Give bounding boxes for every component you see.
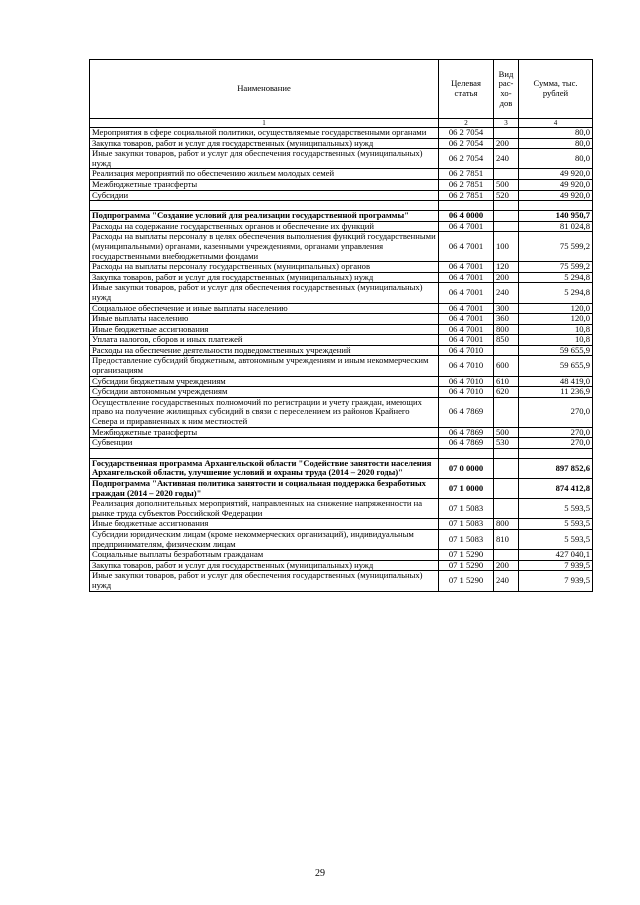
row-name: Субсидии бюджетным учреждениям <box>90 376 439 387</box>
row-vid: 360 <box>494 314 519 325</box>
row-article: 06 4 7001 <box>439 324 494 335</box>
row-name: Расходы на содержание государственных органов и обеспечение их функций <box>90 221 439 232</box>
table-row <box>90 345 593 356</box>
row-article: 06 4 7869 <box>439 438 494 449</box>
row-name: Субсидии <box>90 190 439 201</box>
row-vid <box>494 550 519 561</box>
row-name: Предоставление субсидий бюджетным, автономным учреждениям и иным некоммерческим организациям <box>90 356 439 376</box>
table-row <box>90 283 593 303</box>
table-row <box>90 519 593 530</box>
row-sum: 897 852,6 <box>519 458 593 478</box>
row-sum: 49 920,0 <box>519 179 593 190</box>
row-vid: 610 <box>494 376 519 387</box>
row-sum: 81 024,8 <box>519 221 593 232</box>
row-sum: 874 412,8 <box>519 479 593 499</box>
row-name: Мероприятия в сфере социальной политики, осуществляемые государственными органами <box>90 128 439 139</box>
header-vid: Вид рас-хо-дов <box>494 60 519 119</box>
row-sum: 80,0 <box>519 149 593 169</box>
row-name: Расходы на выплаты персоналу государственных (муниципальных) органов <box>90 262 439 273</box>
row-sum <box>519 448 593 458</box>
table-row <box>90 232 593 262</box>
row-name <box>90 448 439 458</box>
row-name: Закупка товаров, работ и услуг для государственных (муниципальных) нужд <box>90 272 439 283</box>
table-row <box>90 262 593 273</box>
row-vid <box>494 479 519 499</box>
row-name: Субсидии юридическим лицам (кроме некоммерческих организаций), индивидуальным предпринимателям, физическим лицам <box>90 529 439 549</box>
table-row <box>90 190 593 201</box>
row-vid: 500 <box>494 427 519 438</box>
row-vid <box>494 201 519 211</box>
row-vid: 810 <box>494 529 519 549</box>
row-vid: 100 <box>494 232 519 262</box>
row-vid <box>494 221 519 232</box>
row-article: 06 2 7851 <box>439 169 494 180</box>
row-name: Межбюджетные трансферты <box>90 179 439 190</box>
row-sum: 427 040,1 <box>519 550 593 561</box>
row-name: Иные закупки товаров, работ и услуг для обеспечения государственных (муниципальных) нужд <box>90 283 439 303</box>
table-row <box>90 169 593 180</box>
row-vid: 600 <box>494 356 519 376</box>
row-vid <box>494 458 519 478</box>
row-sum: 270,0 <box>519 438 593 449</box>
header-num-3: 3 <box>494 119 519 128</box>
table-row <box>90 458 593 478</box>
row-name: Подпрограмма "Создание условий для реализации государственной программы" <box>90 211 439 222</box>
row-sum: 10,8 <box>519 335 593 346</box>
row-article: 06 2 7054 <box>439 138 494 149</box>
row-name: Социальное обеспечение и иные выплаты населению <box>90 303 439 314</box>
row-vid: 240 <box>494 283 519 303</box>
table-row <box>90 427 593 438</box>
row-sum: 7 939,5 <box>519 571 593 591</box>
row-article: 07 1 5083 <box>439 529 494 549</box>
row-vid: 530 <box>494 438 519 449</box>
table-row <box>90 387 593 398</box>
row-vid <box>494 128 519 139</box>
table-row <box>90 499 593 519</box>
row-sum: 59 655,9 <box>519 345 593 356</box>
table-row <box>90 529 593 549</box>
table-row <box>90 221 593 232</box>
table-row <box>90 211 593 222</box>
row-name: Иные закупки товаров, работ и услуг для обеспечения государственных (муниципальных) нужд <box>90 571 439 591</box>
row-name <box>90 201 439 211</box>
row-article: 06 2 7851 <box>439 179 494 190</box>
row-name: Иные выплаты населению <box>90 314 439 325</box>
table-row <box>90 303 593 314</box>
table-spacer-row <box>90 448 593 458</box>
row-article: 06 4 7001 <box>439 262 494 273</box>
row-article: 06 2 7054 <box>439 128 494 139</box>
header-num-2: 2 <box>439 119 494 128</box>
row-sum: 270,0 <box>519 397 593 427</box>
row-vid <box>494 211 519 222</box>
row-vid: 800 <box>494 519 519 530</box>
row-name: Субвенции <box>90 438 439 449</box>
table-row <box>90 560 593 571</box>
row-name: Межбюджетные трансферты <box>90 427 439 438</box>
row-name: Государственная программа Архангельской области "Содействие занятости населения Архангельской области, улучшение условий и охраны труда (2014 – 2020 годы)" <box>90 458 439 478</box>
table-row <box>90 128 593 139</box>
row-article: 06 4 7001 <box>439 272 494 283</box>
row-article: 07 1 0000 <box>439 479 494 499</box>
table-spacer-row <box>90 201 593 211</box>
table-row <box>90 438 593 449</box>
table-row <box>90 479 593 499</box>
table-row <box>90 356 593 376</box>
row-sum: 11 236,9 <box>519 387 593 398</box>
row-name: Реализация дополнительных мероприятий, направленных на снижение напряженности на рынке труда субъектов Российской Федерации <box>90 499 439 519</box>
row-article: 07 0 0000 <box>439 458 494 478</box>
table-row <box>90 397 593 427</box>
row-sum: 140 950,7 <box>519 211 593 222</box>
row-article: 06 4 7010 <box>439 345 494 356</box>
row-vid: 500 <box>494 179 519 190</box>
row-sum <box>519 201 593 211</box>
row-vid <box>494 397 519 427</box>
table-row <box>90 571 593 591</box>
row-sum: 49 920,0 <box>519 190 593 201</box>
row-sum: 5 593,5 <box>519 499 593 519</box>
row-article: 06 4 7869 <box>439 397 494 427</box>
row-article: 06 4 7001 <box>439 283 494 303</box>
row-sum: 59 655,9 <box>519 356 593 376</box>
table-row <box>90 335 593 346</box>
row-vid: 200 <box>494 272 519 283</box>
page-number: 29 <box>315 868 325 879</box>
table-row <box>90 324 593 335</box>
row-article <box>439 448 494 458</box>
budget-table <box>89 59 593 592</box>
row-name: Реализация мероприятий по обеспечению жильем молодых семей <box>90 169 439 180</box>
row-sum: 80,0 <box>519 128 593 139</box>
row-sum: 120,0 <box>519 314 593 325</box>
table-header <box>90 60 593 128</box>
row-name: Подпрограмма "Активная политика занятости и социальная поддержка безработных граждан (2014 – 2020 годы)" <box>90 479 439 499</box>
row-sum: 5 294,8 <box>519 283 593 303</box>
row-vid <box>494 499 519 519</box>
row-name: Субсидии автономным учреждениям <box>90 387 439 398</box>
row-vid: 120 <box>494 262 519 273</box>
table-row <box>90 179 593 190</box>
table-row <box>90 550 593 561</box>
header-sum: Сумма, тыс. рублей <box>519 60 593 119</box>
header-num-4: 4 <box>519 119 593 128</box>
row-vid: 850 <box>494 335 519 346</box>
header-name: Наименование <box>90 60 439 119</box>
row-vid: 240 <box>494 571 519 591</box>
row-name: Иные бюджетные ассигнования <box>90 519 439 530</box>
row-name: Расходы на обеспечение деятельности подведомственных учреждений <box>90 345 439 356</box>
row-article: 06 4 7001 <box>439 335 494 346</box>
row-article: 06 2 7851 <box>439 190 494 201</box>
row-sum: 5 294,8 <box>519 272 593 283</box>
row-sum: 49 920,0 <box>519 169 593 180</box>
row-vid <box>494 448 519 458</box>
row-article: 06 4 0000 <box>439 211 494 222</box>
row-article: 06 4 7010 <box>439 376 494 387</box>
row-article: 07 1 5290 <box>439 550 494 561</box>
row-name: Иные бюджетные ассигнования <box>90 324 439 335</box>
row-sum: 5 593,5 <box>519 519 593 530</box>
table-row <box>90 149 593 169</box>
row-article <box>439 201 494 211</box>
row-vid: 200 <box>494 138 519 149</box>
row-name: Иные закупки товаров, работ и услуг для обеспечения государственных (муниципальных) нужд <box>90 149 439 169</box>
row-vid: 240 <box>494 149 519 169</box>
row-article: 07 1 5290 <box>439 560 494 571</box>
row-sum: 75 599,2 <box>519 232 593 262</box>
row-article: 06 4 7001 <box>439 303 494 314</box>
row-vid: 300 <box>494 303 519 314</box>
row-article: 06 4 7001 <box>439 232 494 262</box>
row-name: Осуществление государственных полномочий по регистрации и учету граждан, имеющих право на получение жилищных субсидий в связи с переселением из районов Крайнего Севера и приравненных к ним местностей <box>90 397 439 427</box>
row-article: 07 1 5290 <box>439 571 494 591</box>
row-vid <box>494 345 519 356</box>
table-row <box>90 272 593 283</box>
row-article: 06 4 7869 <box>439 427 494 438</box>
table-row <box>90 376 593 387</box>
row-vid: 620 <box>494 387 519 398</box>
header-article: Целевая статья <box>439 60 494 119</box>
row-article: 06 4 7001 <box>439 314 494 325</box>
header-num-1: 1 <box>90 119 439 128</box>
row-name: Закупка товаров, работ и услуг для государственных (муниципальных) нужд <box>90 138 439 149</box>
table-row <box>90 138 593 149</box>
row-vid <box>494 169 519 180</box>
row-article: 06 4 7001 <box>439 221 494 232</box>
table-row <box>90 314 593 325</box>
row-name: Закупка товаров, работ и услуг для государственных (муниципальных) нужд <box>90 560 439 571</box>
row-article: 06 4 7010 <box>439 387 494 398</box>
table-body <box>90 128 593 592</box>
row-vid: 520 <box>494 190 519 201</box>
row-sum: 7 939,5 <box>519 560 593 571</box>
row-sum: 48 419,0 <box>519 376 593 387</box>
row-sum: 120,0 <box>519 303 593 314</box>
row-article: 07 1 5083 <box>439 499 494 519</box>
row-name: Расходы на выплаты персоналу в целях обеспечения выполнения функций государственными (муниципальными) органами, казенными учреждениями, органами управления государственными внебюджетными фондами <box>90 232 439 262</box>
row-sum: 5 593,5 <box>519 529 593 549</box>
row-sum: 80,0 <box>519 138 593 149</box>
row-article: 07 1 5083 <box>439 519 494 530</box>
row-article: 06 4 7010 <box>439 356 494 376</box>
row-article: 06 2 7054 <box>439 149 494 169</box>
row-vid: 800 <box>494 324 519 335</box>
row-vid: 200 <box>494 560 519 571</box>
row-sum: 270,0 <box>519 427 593 438</box>
row-name: Социальные выплаты безработным гражданам <box>90 550 439 561</box>
row-sum: 75 599,2 <box>519 262 593 273</box>
row-name: Уплата налогов, сборов и иных платежей <box>90 335 439 346</box>
row-sum: 10,8 <box>519 324 593 335</box>
